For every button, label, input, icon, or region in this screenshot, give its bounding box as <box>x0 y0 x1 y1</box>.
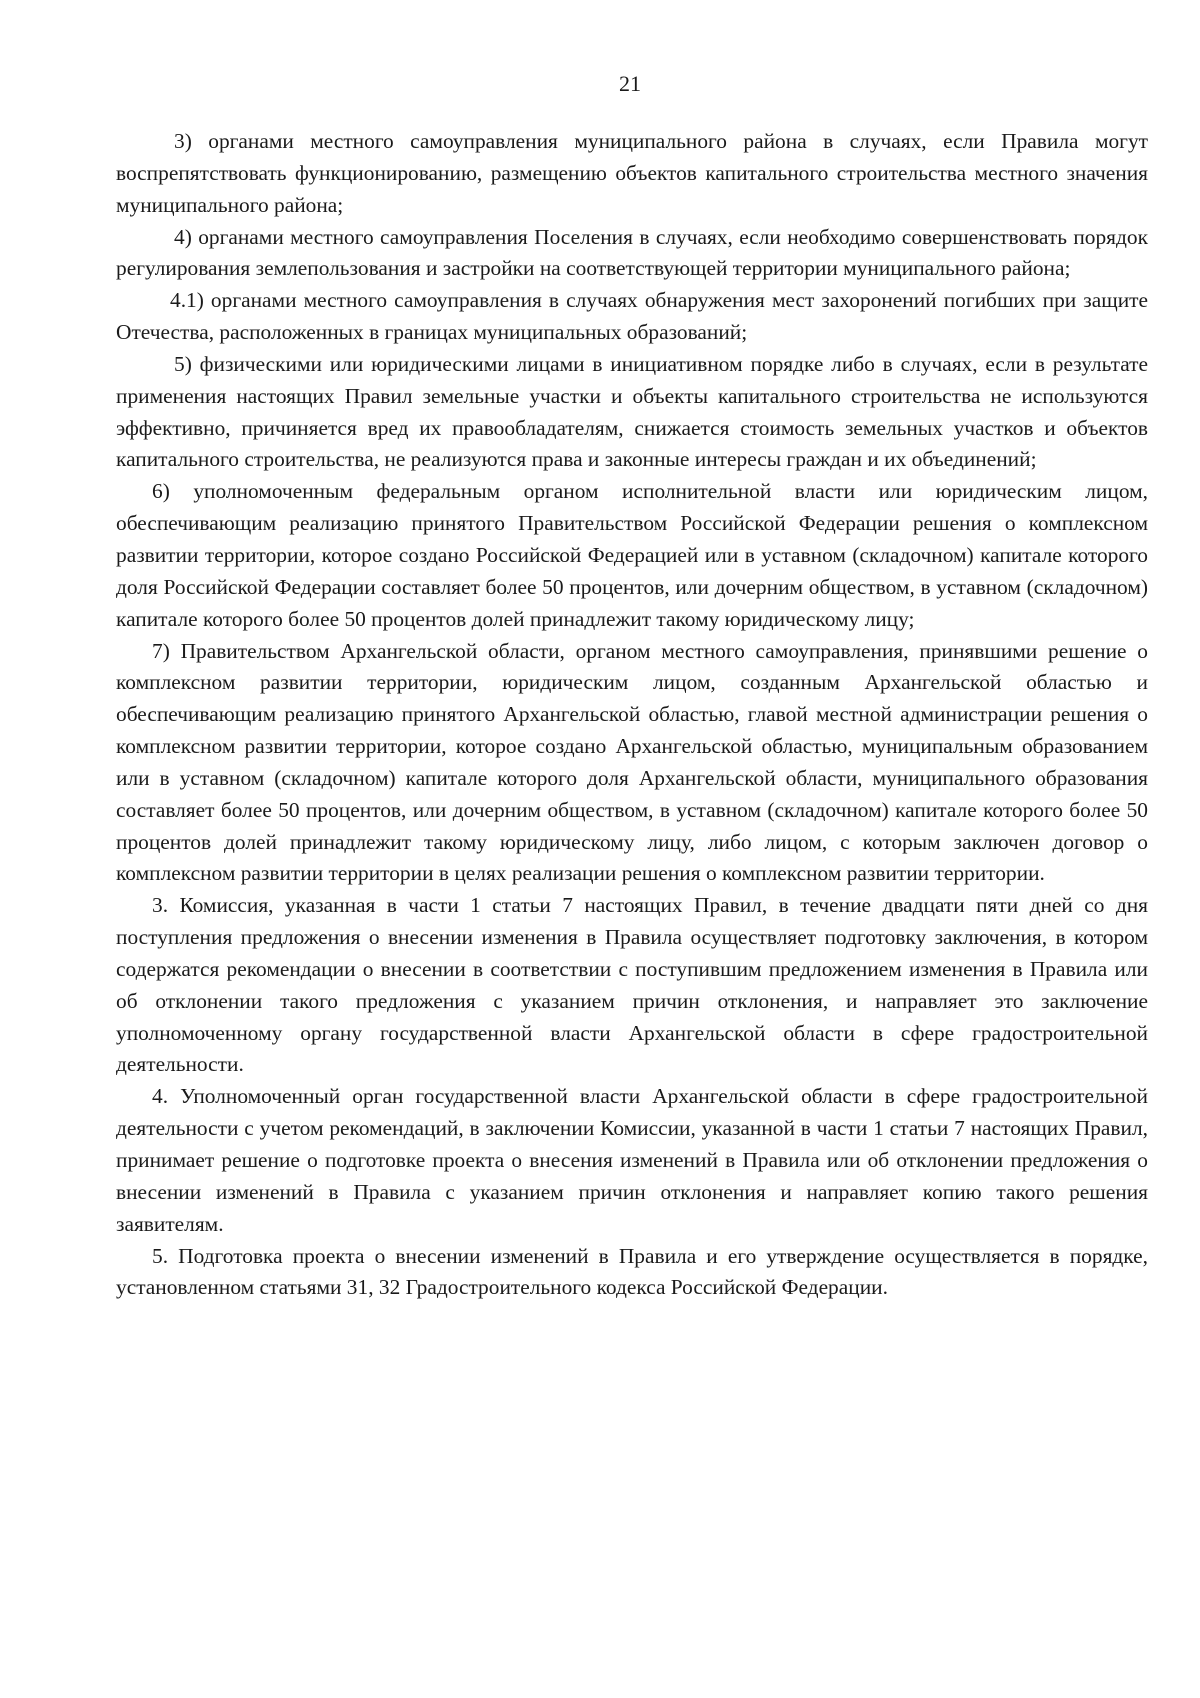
paragraph-item-6: 6) уполномоченным федеральным органом исполнительной власти или юридическим лицом, обеспечивающим реализацию принятого Правительством Российской Федерации решения о комплексном развитии территории, которое создано Российской Федерацией или в уставном (складочном) капитале которого доля Российской Федерации составляет более 50 процентов, или дочерним обществом, в уставном (складочном) капитале которого более 50 процентов долей принадлежит такому юридическому лицу; <box>116 479 1148 631</box>
paragraph-clause-5: 5. Подготовка проекта о внесении изменений в Правила и его утверждение осуществляется в порядке, установленном статьями 31, 32 Градостроительного кодекса Российской Федерации. <box>116 1243 1148 1300</box>
paragraph-item-5: 5) физическими или юридическими лицами в инициативном порядке либо в случаях, если в результате применения настоящих Правил земельные участки и объекты капитального строительства не используются эффективно, причиняется вред их правообладателям, снижается стоимость земельных участков и объектов капитального строительства, не реализуются права и законные интересы граждан и их объединений; <box>116 351 1148 472</box>
page-number: 21 <box>619 71 641 96</box>
paragraph-clause-4: 4. Уполномоченный орган государственной власти Архангельской области в сфере градостроительной деятельности с учетом рекомендаций, в заключении Комиссии, указанной в части 1 статьи 7 настоящих Правил, принимает решение о подготовке проекта о внесения изменений в Правила или об отклонении предложения о внесении изменений в Правила с указанием причин отклонения и направляет копию такого решения заявителям. <box>116 1084 1148 1236</box>
paragraph-item-3: 3) органами местного самоуправления муниципального района в случаях, если Правила могут воспрепятствовать функционированию, размещению объектов капитального строительства местного значения муниципального района; <box>116 129 1148 217</box>
paragraph-item-4-1: 4.1) органами местного самоуправления в случаях обнаружения мест захоронений погибших при защите Отечества, расположенных в границах муниципальных образований; <box>116 288 1148 345</box>
paragraph-clause-3: 3. Комиссия, указанная в части 1 статьи 7 настоящих Правил, в течение двадцати пяти дней со дня поступления предложения о внесении изменения в Правила осуществляет подготовку заключения, в котором содержатся рекомендации о внесении в соответствии с поступившим предложением изменения в Правила или об отклонении такого предложения с указанием причин отклонения, и направляет это заключение уполномоченному органу государственной власти Архангельской области в сфере градостроительной деятельности. <box>116 893 1148 1077</box>
paragraph-item-7: 7) Правительством Архангельской области, органом местного самоуправления, принявшими решение о комплексном развитии территории, юридическим лицом, созданным Архангельской областью и обеспечивающим реализацию принятого Архангельской областью, главой местной администрации решения о комплексном развитии территории, которое создано Архангельской областью, муниципальным образованием или в уставном (складочном) капитале которого доля Архангельской области, муниципального образования составляет более 50 процентов, или дочерним обществом, в уставном (складочном) капитале которого более 50 процентов долей принадлежит такому юридическому лицу, либо лицом, с которым заключен договор о комплексном развитии территории в целях реализации решения о комплексном развитии территории. <box>116 638 1148 886</box>
paragraph-item-4: 4) органами местного самоуправления Поселения в случаях, если необходимо совершенствовать порядок регулирования землепользования и застройки на соответствующей территории муниципального района; <box>116 224 1148 281</box>
document-body <box>116 126 1148 1304</box>
